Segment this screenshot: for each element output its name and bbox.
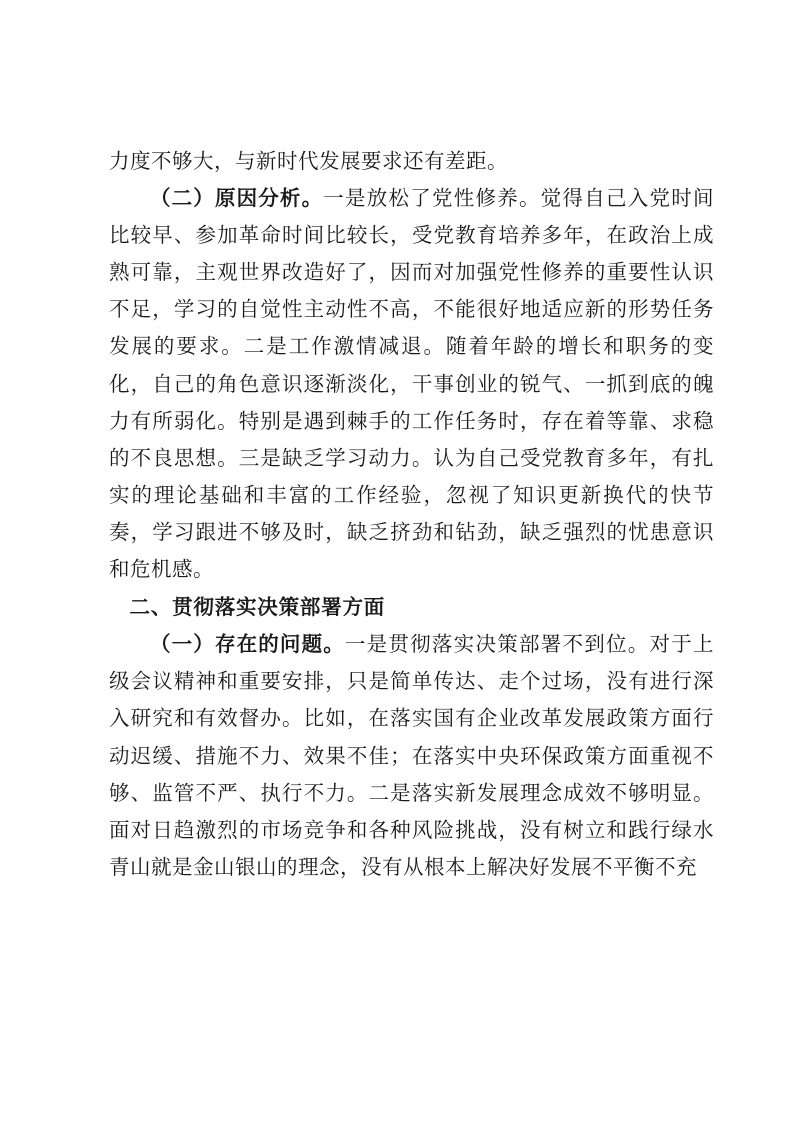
paragraph-cause-analysis	[109, 180, 714, 588]
section-label: （二）原因分析。	[150, 186, 324, 211]
document-body	[109, 143, 714, 886]
paragraph-text: 一是放松了党性修养。觉得自己入党时间比较早、参加革命时间比较长，受党教育培养多年，在政治上成熟可靠，主观世界改造好了，因而对加强党性修养的重要性认识不足，学习的自觉性主动性不高，不能很好地适应新的形势任务发展的要求。二是工作激情减退。随着年龄的增长和职务的变化，自己的角色意识逐渐淡化，干事创业的锐气、一抓到底的魄力有所弱化。特别是遇到棘手的工作任务时，存在着等靠、求稳的不良思想。三是缺乏学习动力。认为自己受党教育多年，有扎实的理论基础和丰富的工作经验，忽视了知识更新换代的快节奏，学习跟进不够及时，缺乏挤劲和钻劲，缺乏强烈的忧患意识和危机感。	[109, 186, 714, 582]
paragraph-existing-problems	[109, 626, 714, 886]
section-label: （一）存在的问题。	[150, 632, 345, 657]
paragraph-continuation	[109, 143, 714, 180]
section-heading: 二、贯彻落实决策部署方面	[129, 595, 386, 620]
paragraph-text: 一是贯彻落实决策部署不到位。对于上级会议精神和重要安排，只是简单传达、走个过场，没有进行深入研究和有效督办。比如，在落实国有企业改革发展政策方面行动迟缓、措施不力、效果不佳；在落实中央环保政策方面重视不够、监管不严、执行不力。二是落实新发展理念成效不够明显。面对日趋激烈的市场竞争和各种风险挑战，没有树立和践行绿水青山就是金山银山的理念，没有从根本上解决好发展不平衡不充	[109, 632, 714, 879]
paragraph-text: 力度不够大，与新时代发展要求还有差距。	[109, 149, 508, 173]
